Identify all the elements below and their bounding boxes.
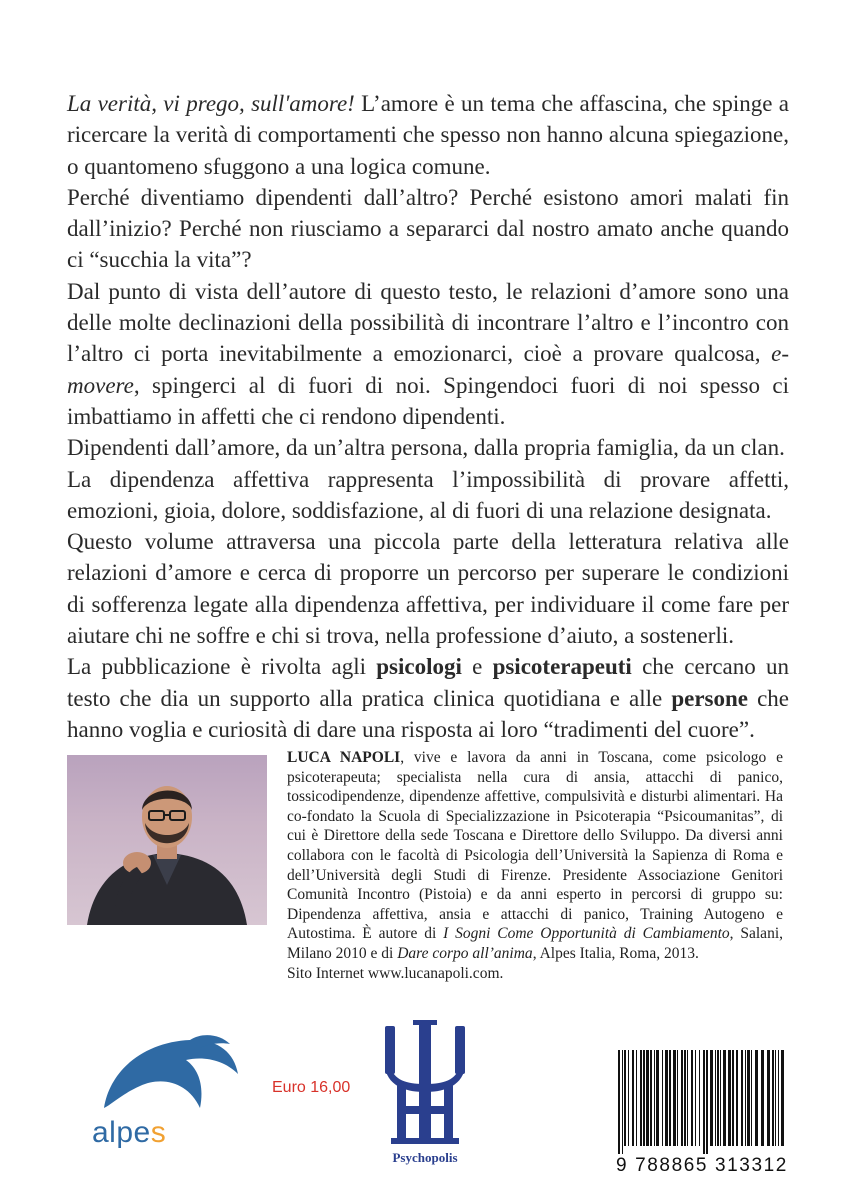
blurb-text: , spingerci al di fuori di noi. Spingendoci fuori di noi spesso ci imbattiamo in affetti che ci rendono dipendenti. — [67, 372, 789, 429]
blurb-text: La pubblicazione è rivolta agli — [67, 654, 377, 680]
book-title: Dare corpo all’anima — [397, 944, 533, 962]
blurb-bold-term: psicoterapeuti — [492, 654, 632, 680]
blurb-paragraph — [67, 276, 789, 432]
price-label: Euro 16,00 — [272, 1079, 351, 1096]
blurb-paragraph: Dipendenti dall’amore, da un’altra persona, dalla propria famiglia, da un clan. — [67, 435, 785, 461]
bio-text: , Alpes Italia, Roma, 2013. — [532, 944, 699, 962]
blurb-text: che hanno voglia e curiosità di dare una risposta ai loro “tradimenti del cuore”. — [67, 685, 789, 742]
psi-symbol-icon — [375, 1018, 475, 1148]
bio-paragraph — [287, 748, 783, 964]
author-bio — [287, 748, 783, 983]
isbn-barcode — [612, 1050, 792, 1180]
blurb-text: che cercano un testo che dia un supporto alla pratica clinica quotidiana e alle — [67, 654, 789, 711]
alpes-wordmark: alpes — [92, 1116, 167, 1149]
barcode-bars-icon — [612, 1050, 792, 1154]
bio-text: , vive e lavora da anni in Toscana, come psicologo e psicoterapeuta; specialista nella cura di ansia, attacchi di panico, tossicodipendenze, dipendenze affettive, compulsività e disturbi alimentari. Ha co-fondato la Scuola di Specializzazione in Psicoterapia “Psicoumanitas”, di cui è Direttore della sede Toscana e Direttore dello Sviluppo. Da diversi anni collabora con le facoltà di Psicologia dell’Università la Sapienza di Roma e dell’Università degli Studi di Firenze. Presidente Associazione Genitori Comunità Incontro (Pistoia) e da anni esperto in percorsi di gruppo su: Dipendenza affettiva, ansia e attacchi di panico, Training Autogeno e Autostima. È autore di — [287, 749, 783, 943]
author-photo — [67, 755, 267, 925]
blurb-italic-term: e-movere — [67, 341, 789, 398]
blurb-paragraph — [67, 651, 789, 745]
psychopolis-wordmark: Psychopolis — [392, 1150, 458, 1165]
blurb-text: Dal punto di vista dell’autore di questo testo, le relazioni d’amore sono una delle molte declinazioni della possibilità di incontrare l’altro e l’incontro con l’altro ci porta inevitabilmente a emozionarci, cioè a provare qualcosa, — [67, 278, 789, 367]
isbn-number: 9 788865 313312 — [616, 1155, 788, 1176]
blurb-paragraph: Perché diventiamo dipendenti dall’altro? Perché esistono amori malati fin dall’inizio? Perché non riusciamo a separarci dal nostro amato anche quando ci “succhia la vita”? — [67, 184, 789, 273]
blurb-paragraph: La dipendenza affettiva rappresenta l’impossibilità di provare affetti, emozioni, gioia, dolore, soddisfazione, al di fuori di una relazione designata. — [67, 466, 789, 523]
author-name: LUCA NAPOLI — [287, 749, 401, 766]
blurb-text: e — [461, 654, 493, 680]
book-title: I Sogni Come Opportunità di Cambiamento — [443, 925, 730, 943]
bio-text: , Salani, Milano 2010 e di — [287, 925, 783, 962]
book-blurb — [67, 88, 789, 745]
blurb-quote: La verità, vi prego, sull'amore! — [67, 91, 355, 116]
author-website: Sito Internet www.lucanapoli.com. — [287, 964, 504, 982]
blurb-text: L’amore è un tema che affascina, che spinge a ricercare la verità di comportamenti che spesso non hanno alcuna spiegazione, o quantomeno sfuggono a una logica comune. — [67, 91, 789, 179]
alpes-logo — [92, 1030, 242, 1155]
blurb-paragraph — [67, 88, 789, 182]
alpes-mark-icon — [92, 1030, 242, 1120]
psychopolis-logo — [375, 1018, 475, 1168]
blurb-bold-term: psicologi — [376, 654, 462, 680]
blurb-paragraph: Questo volume attraversa una piccola parte della letteratura relativa alle relazioni d’amore e cerca di proporre un percorso per superare le condizioni di sofferenza legate alla dipendenza affettiva, per individuare il come fare per aiutare chi ne soffre e chi si trova, nella professione d’aiuto, a sostenerli. — [67, 529, 789, 649]
blurb-bold-term: persone — [671, 685, 748, 711]
